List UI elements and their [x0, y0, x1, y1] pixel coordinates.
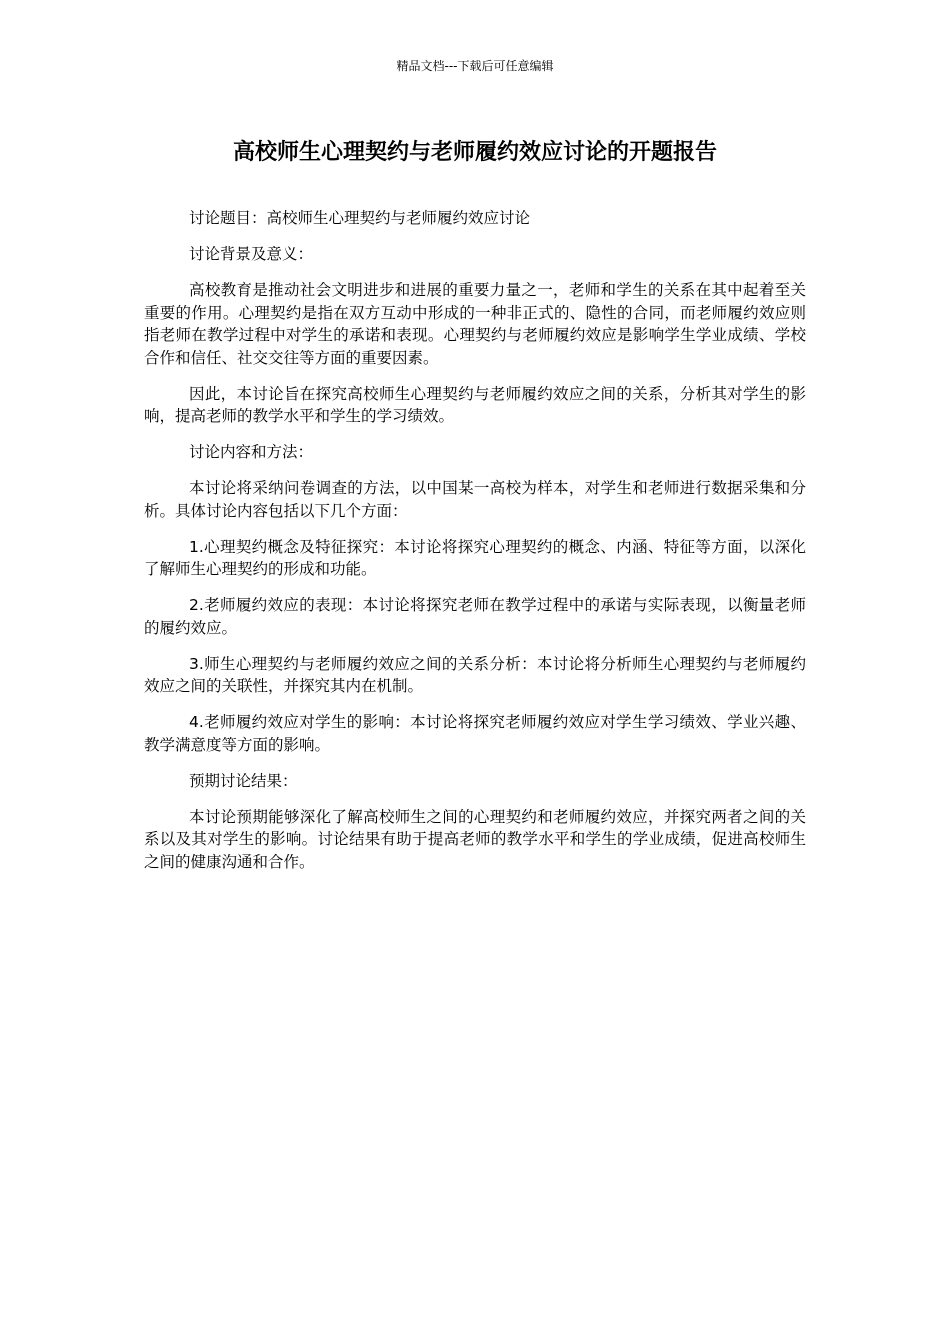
paragraph-item-4: 4.老师履约效应对学生的影响：本讨论将探究老师履约效应对学生学习绩效、学业兴趣、教学满意度等方面的影响。 [144, 713, 806, 754]
paragraph-results: 本讨论预期能够深化了解高校师生之间的心理契约和老师履约效应，并探究两者之间的关系以及其对学生的影响。讨论结果有助于提高老师的教学水平和学生的学业成绩，促进高校师生之间的健康沟通和合作。 [144, 807, 806, 871]
paragraph-topic: 讨论题目：高校师生心理契约与老师履约效应讨论 [189, 209, 531, 227]
paragraph-methods-heading: 讨论内容和方法： [189, 443, 314, 461]
paragraph-background-heading: 讨论背景及意义： [189, 245, 314, 263]
paragraph-background-1: 高校教育是推动社会文明进步和进展的重要力量之一，老师和学生的关系在其中起着至关重要的作用。心理契约是指在双方互动中形成的一种非正式的、隐性的合同，而老师履约效应则指老师在教学过程中对学生的承诺和表现。心理契约与老师履约效应是影响学生学业成绩、学校合作和信任、社交交往等方面的重要因素。 [144, 281, 806, 367]
paragraph-item-3: 3.师生心理契约与老师履约效应之间的关系分析：本讨论将分析师生心理契约与老师履约效应之间的关联性，并探究其内在机制。 [144, 654, 806, 695]
paragraph-results-heading: 预期讨论结果： [189, 771, 298, 790]
document-title: 高校师生心理契约与老师履约效应讨论的开题报告 [232, 140, 717, 165]
paragraph-background-2: 因此，本讨论旨在探究高校师生心理契约与老师履约效应之间的关系，分析其对学生的影响，提高老师的教学水平和学生的学习绩效。 [144, 384, 806, 425]
document-body [144, 207, 806, 887]
paragraph-methods-intro: 本讨论将采纳问卷调查的方法，以中国某一高校为样本，对学生和老师进行数据采集和分析。具体讨论内容包括以下几个方面： [144, 479, 806, 520]
paragraph-item-2: 2.老师履约效应的表现：本讨论将探究老师在教学过程中的承诺与实际表现，以衡量老师的履约效应。 [144, 596, 806, 637]
header-note: 精品文档---下载后可任意编辑 [396, 59, 554, 73]
paragraph-item-1: 1.心理契约概念及特征探究：本讨论将探究心理契约的概念、内涵、特征等方面，以深化了解师生心理契约的形成和功能。 [144, 537, 806, 578]
